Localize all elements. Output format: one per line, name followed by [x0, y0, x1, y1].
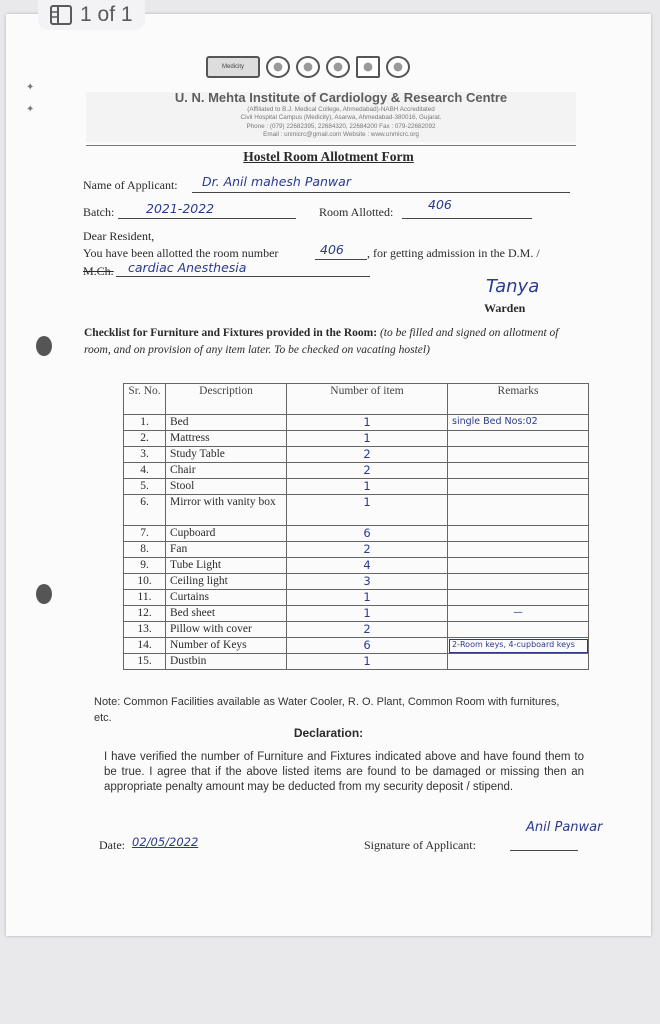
declaration-title: Declaration: [293, 726, 364, 740]
course-line [116, 276, 370, 277]
row-count: 6 [287, 638, 448, 654]
table-row [124, 638, 589, 654]
row-remarks [448, 558, 589, 574]
batch-value: 2021-2022 [146, 201, 215, 216]
institute-affiliation: (Affiliated to B.J. Medical College, Ahmedabad)-NABH Accreditated [247, 106, 435, 113]
scan-mark: ✦ [26, 104, 35, 115]
row-desc: Fan [166, 542, 287, 558]
row-count: 1 [287, 590, 448, 606]
seal-logo [266, 56, 290, 78]
checklist-title: Checklist for Furniture and Fixtures provided in the Room: [84, 327, 378, 339]
row-count: 6 [287, 526, 448, 542]
row-desc: Mirror with vanity box [166, 495, 287, 526]
row-desc: Study Table [166, 447, 287, 463]
table-row [124, 495, 589, 526]
declaration-body: I have verified the number of Furniture and Fixtures indicated above and have found them to be true. I agree that if the above listed items are found to be damaged or missing then an appropriate penalty amount may be deducted from my security deposit / stipend. [104, 751, 584, 793]
name-value: Dr. Anil mahesh Panwar [202, 174, 351, 189]
header-band [86, 92, 576, 142]
row-count: 1 [287, 606, 448, 622]
row-count: 1 [287, 495, 448, 526]
row-sr: 7. [124, 526, 166, 542]
row-desc: Pillow with cover [166, 622, 287, 638]
batch-label: Batch: [83, 205, 115, 219]
row-remarks [448, 479, 589, 495]
row-desc: Stool [166, 479, 287, 495]
col-remarks: Remarks [448, 384, 589, 415]
allot-room-value: 406 [320, 242, 344, 257]
table-row [124, 654, 589, 670]
row-count: 2 [287, 622, 448, 638]
row-remarks [448, 447, 589, 463]
header-divider [86, 145, 576, 146]
row-desc: Chair [166, 463, 287, 479]
institute-name: U. N. Mehta Institute of Cardiology & Research Centre [174, 90, 508, 105]
row-remarks [448, 622, 589, 638]
page-thumbnail-icon [50, 5, 72, 25]
table-row [124, 542, 589, 558]
row-remarks: 2-Room keys, 4-cupboard keys [448, 638, 589, 654]
row-sr: 2. [124, 431, 166, 447]
row-sr: 9. [124, 558, 166, 574]
common-facilities-note: Note: Common Facilities available as Water Cooler, R. O. Plant, Common Room with furnitures, etc. [94, 696, 560, 724]
row-sr: 14. [124, 638, 166, 654]
document-page [6, 14, 651, 936]
row-remarks [448, 574, 589, 590]
row-count: 2 [287, 447, 448, 463]
row-count: 1 [287, 654, 448, 670]
punch-hole [36, 336, 52, 356]
applicant-signature: Anil Panwar [526, 820, 603, 835]
table-row [124, 431, 589, 447]
table-row [124, 463, 589, 479]
row-desc: Dustbin [166, 654, 287, 670]
row-remarks [448, 495, 589, 526]
col-count: Number of item [287, 384, 448, 415]
row-remarks [448, 526, 589, 542]
row-remarks [448, 431, 589, 447]
row-remarks [448, 590, 589, 606]
row-sr: 4. [124, 463, 166, 479]
table-row [124, 479, 589, 495]
date-label: Date: [99, 838, 125, 852]
signature-line [510, 850, 578, 851]
row-desc: Bed sheet [166, 606, 287, 622]
table-row [124, 574, 589, 590]
row-desc: Ceiling light [166, 574, 287, 590]
seal-logo [386, 56, 410, 78]
row-remarks [448, 654, 589, 670]
row-count: 2 [287, 463, 448, 479]
course-value: cardiac Anesthesia [128, 260, 247, 275]
row-desc: Tube Light [166, 558, 287, 574]
allotment-text: You have been allotted the room number [83, 246, 279, 260]
row-desc: Mattress [166, 431, 287, 447]
warden-label: Warden [484, 301, 526, 315]
room-value: 406 [428, 197, 452, 212]
table-row [124, 606, 589, 622]
row-sr: 13. [124, 622, 166, 638]
name-line [192, 192, 570, 193]
page-indicator[interactable] [38, 0, 145, 30]
row-sr: 15. [124, 654, 166, 670]
table-row [124, 447, 589, 463]
institute-phone: Phone : (079) 22682395, 22684320, 22684200 Fax : 079-22682092 [246, 123, 436, 130]
building-logo [356, 56, 380, 78]
punch-hole [36, 584, 52, 604]
row-sr: 6. [124, 495, 166, 526]
row-remarks: single Bed Nos:02 [448, 415, 589, 431]
date-value: 02/05/2022 [132, 835, 199, 849]
checklist-heading [84, 325, 584, 359]
row-sr: 8. [124, 542, 166, 558]
table-row [124, 415, 589, 431]
seal-logo [296, 56, 320, 78]
name-label: Name of Applicant: [83, 178, 178, 192]
salutation: Dear Resident, [83, 229, 155, 243]
header-logos [206, 56, 410, 78]
institute-email: Email : unmicrc@gmail.com Website : www.unmicrc.org [263, 131, 419, 138]
allot-room-line [315, 259, 367, 260]
row-sr: 10. [124, 574, 166, 590]
table-row [124, 590, 589, 606]
row-desc: Number of Keys [166, 638, 287, 654]
row-remarks [448, 463, 589, 479]
row-count: 1 [287, 431, 448, 447]
form-title: Hostel Room Allotment Form [243, 149, 414, 164]
checklist-instruction: (to be filled and signed on allotment of room, and on provision of any item later. To be checked on vacating hostel) [84, 327, 559, 356]
row-count: 2 [287, 542, 448, 558]
warden-signature: Tanya [486, 276, 540, 297]
row-count: 1 [287, 479, 448, 495]
table-header [124, 384, 589, 415]
row-sr: 5. [124, 479, 166, 495]
page-count: 1 of 1 [80, 3, 133, 26]
allotment-text-cont: , for getting admission in the D.M. / [367, 246, 540, 260]
signature-label: Signature of Applicant: [364, 838, 476, 852]
course-label: M.Ch. [83, 264, 114, 278]
row-desc: Cupboard [166, 526, 287, 542]
table-row [124, 622, 589, 638]
room-label: Room Allotted: [319, 205, 394, 219]
room-line [402, 218, 532, 219]
row-sr: 3. [124, 447, 166, 463]
institute-address: Civil Hospital Campus (Medicity), Asarwa, Ahmedabad-380016, Gujarat. [240, 114, 442, 121]
row-remarks [448, 542, 589, 558]
batch-line [118, 218, 296, 219]
scan-mark: ✦ [26, 82, 35, 93]
row-count: 4 [287, 558, 448, 574]
row-count: 1 [287, 415, 448, 431]
table-row [124, 526, 589, 542]
row-sr: 1. [124, 415, 166, 431]
row-desc: Curtains [166, 590, 287, 606]
col-sr: Sr. No. [124, 384, 166, 415]
row-sr: 11. [124, 590, 166, 606]
row-sr: 12. [124, 606, 166, 622]
col-description: Description [166, 384, 287, 415]
seal-logo [326, 56, 350, 78]
table-row [124, 558, 589, 574]
row-remarks: — [448, 606, 589, 622]
row-count: 3 [287, 574, 448, 590]
checklist-table [123, 383, 589, 670]
medicity-logo: Medicity [206, 56, 260, 78]
row-desc: Bed [166, 415, 287, 431]
